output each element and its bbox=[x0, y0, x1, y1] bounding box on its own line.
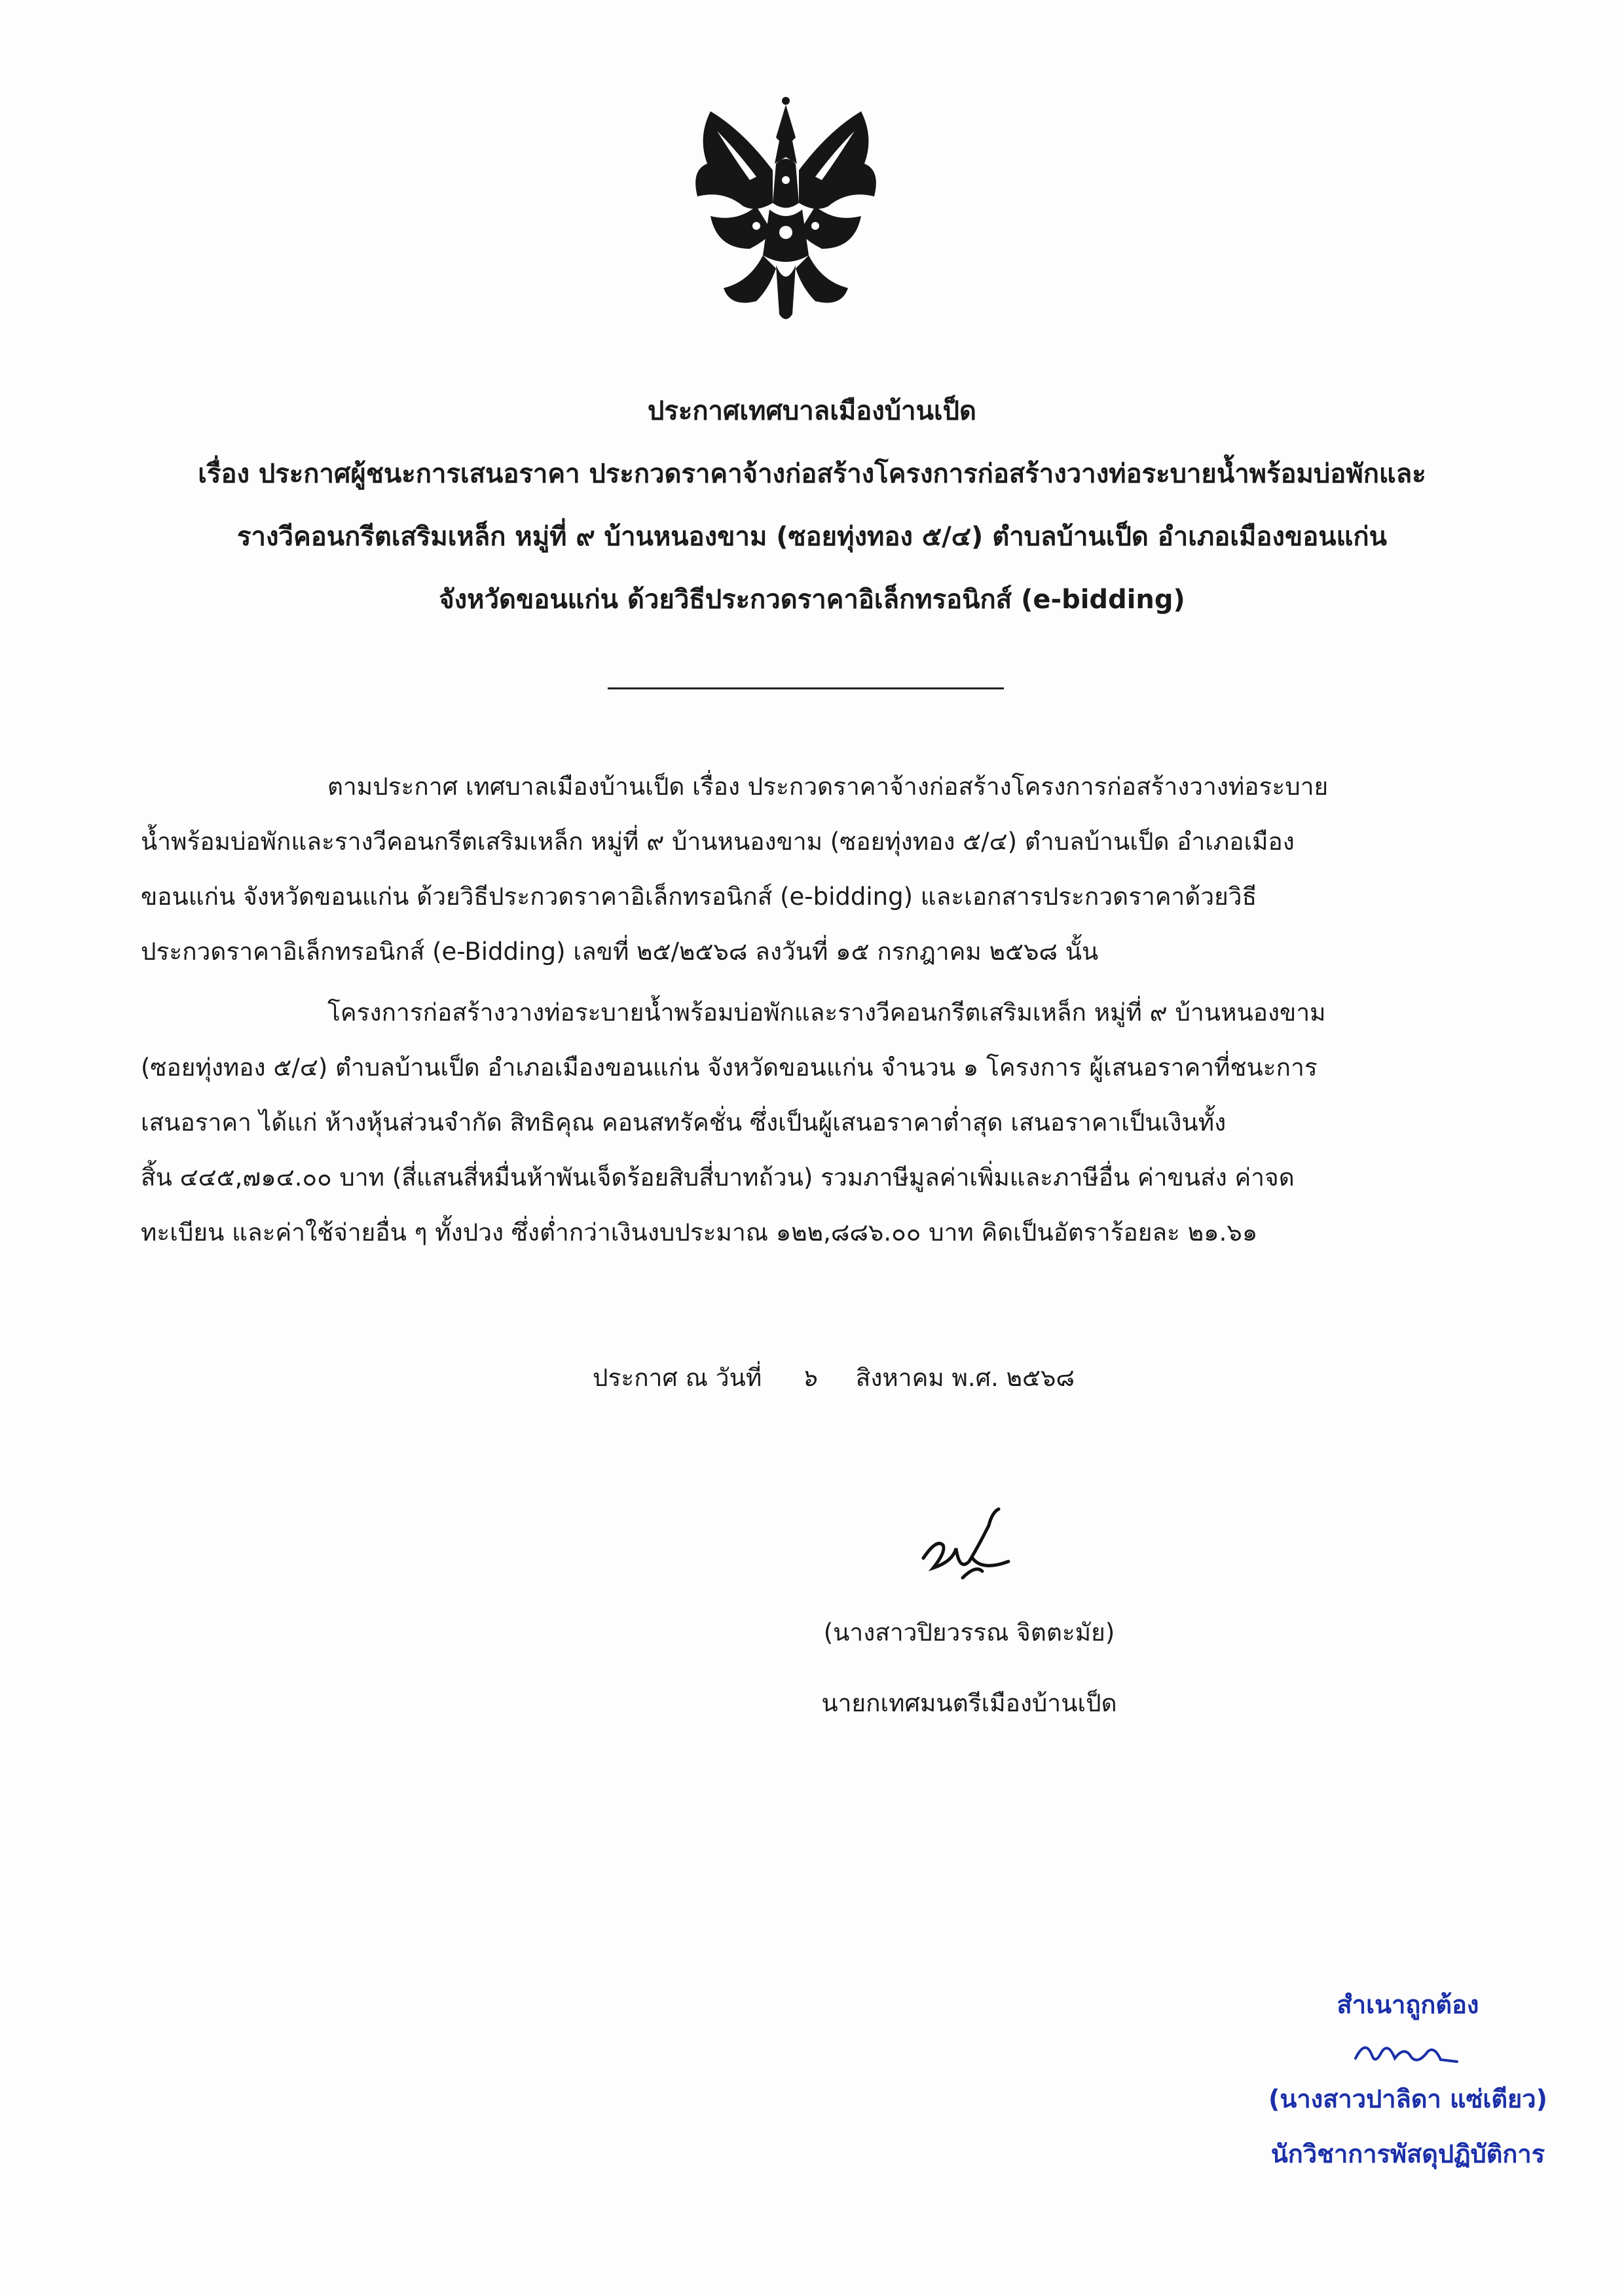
announcement-prefix: ประกาศ ณ วันที่ bbox=[593, 1364, 762, 1392]
divider bbox=[608, 687, 1004, 689]
paragraph-line: ประกวดราคาอิเล็กทรอนิกส์ (e-Bidding) เลขที่ ๒๕/๒๕๖๘ ลงวันที่ ๑๕ กรกฎาคม ๒๕๖๘ นั้น bbox=[141, 938, 1099, 966]
paragraph-1 bbox=[141, 759, 1480, 979]
signer-block bbox=[773, 1597, 1166, 1739]
title-block bbox=[105, 380, 1519, 631]
signer-name: (นางสาวปิยวรรณ จิตตะมัย) bbox=[823, 1618, 1115, 1647]
paragraph-line: (ซอยทุ่งทอง ๕/๔) ตำบลบ้านเป็ด อำเภอเมืองขอนแก่น จังหวัดขอนแก่น จำนวน ๑ โครงการ ผู้เสนอราคาที่ชนะการ bbox=[141, 1053, 1318, 1082]
paragraph-line: สิ้น ๔๔๕,๗๑๔.๐๐ บาท (สี่แสนสี่หมื่นห้าพันเจ็ดร้อยสิบสี่บาทถ้วน) รวมภาษีมูลค่าเพิ่มและภาษีอื่น ค่าขนส่ง ค่าจด bbox=[141, 1163, 1295, 1192]
subject-line: เรื่อง ประกาศผู้ชนะการเสนอราคา ประกวดราคาจ้างก่อสร้างโครงการก่อสร้างวางท่อระบายน้ำพร้อมบ่อพักและ bbox=[198, 459, 1426, 489]
announcement-day: ๖ bbox=[801, 1364, 817, 1392]
document-title: ประกาศเทศบาลเมืองบ้านเป็ด bbox=[647, 396, 977, 426]
paragraph-line: ตามประกาศ เทศบาลเมืองบ้านเป็ด เรื่อง ประกวดราคาจ้างก่อสร้างโครงการก่อสร้างวางท่อระบาย bbox=[327, 773, 1329, 801]
paragraph-line: โครงการก่อสร้างวางท่อระบายน้ำพร้อมบ่อพักและรางวีคอนกรีตเสริมเหล็ก หมู่ที่ ๙ บ้านหนองขาม bbox=[327, 998, 1326, 1027]
certifier-name: (นางสาวปาลิดา แซ่เตียว) bbox=[1268, 2085, 1547, 2113]
paragraph-line: ทะเบียน และค่าใช้จ่ายอื่น ๆ ทั้งปวง ซึ่งต่ำกว่าเงินงบประมาณ ๑๒๒,๘๘๖.๐๐ บาท คิดเป็นอัตราร้อยละ ๒๑.๖๑ bbox=[141, 1218, 1258, 1247]
signature-icon bbox=[917, 1499, 1015, 1591]
paragraph-line: น้ำพร้อมบ่อพักและรางวีคอนกรีตเสริมเหล็ก หมู่ที่ ๙ บ้านหนองขาม (ซอยทุ่งทอง ๕/๔) ตำบลบ้านเป็ด อำเภอเมือง bbox=[141, 828, 1295, 856]
paragraph-2 bbox=[141, 985, 1480, 1260]
signer-position: นายกเทศมนตรีเมืองบ้านเป็ด bbox=[821, 1689, 1117, 1717]
announcement-date bbox=[593, 1358, 1075, 1397]
announcement-month-year: สิงหาคม พ.ศ. ๒๕๖๘ bbox=[855, 1364, 1075, 1392]
subject-line: รางวีคอนกรีตเสริมเหล็ก หมู่ที่ ๙ บ้านหนองขาม (ซอยทุ่งทอง ๕/๔) ตำบลบ้านเป็ด อำเภอเมืองขอนแก่น bbox=[237, 522, 1387, 552]
subject-line: จังหวัดขอนแก่น ด้วยวิธีประกวดราคาอิเล็กทรอนิกส์ (e-bidding) bbox=[439, 585, 1185, 615]
garuda-emblem-icon bbox=[671, 92, 900, 327]
paragraph-line: เสนอราคา ได้แก่ ห้างหุ้นส่วนจำกัด สิทธิคุณ คอนสทรัคชั่น ซึ่งเป็นผู้เสนอราคาต่ำสุด เสนอราคาเป็นเงินทั้ง bbox=[141, 1108, 1227, 1137]
certifier-signature-icon bbox=[1342, 2032, 1473, 2071]
certifier-position: นักวิชาการพัสดุปฏิบัติการ bbox=[1270, 2140, 1545, 2168]
paragraph-line: ขอนแก่น จังหวัดขอนแก่น ด้วยวิธีประกวดราคาอิเล็กทรอนิกส์ (e-bidding) และเอกสารประกวดราคาด้วยวิธี bbox=[141, 883, 1257, 911]
certified-copy-stamp bbox=[1231, 1977, 1585, 2181]
certified-label: สำเนาถูกต้อง bbox=[1337, 1990, 1479, 2019]
